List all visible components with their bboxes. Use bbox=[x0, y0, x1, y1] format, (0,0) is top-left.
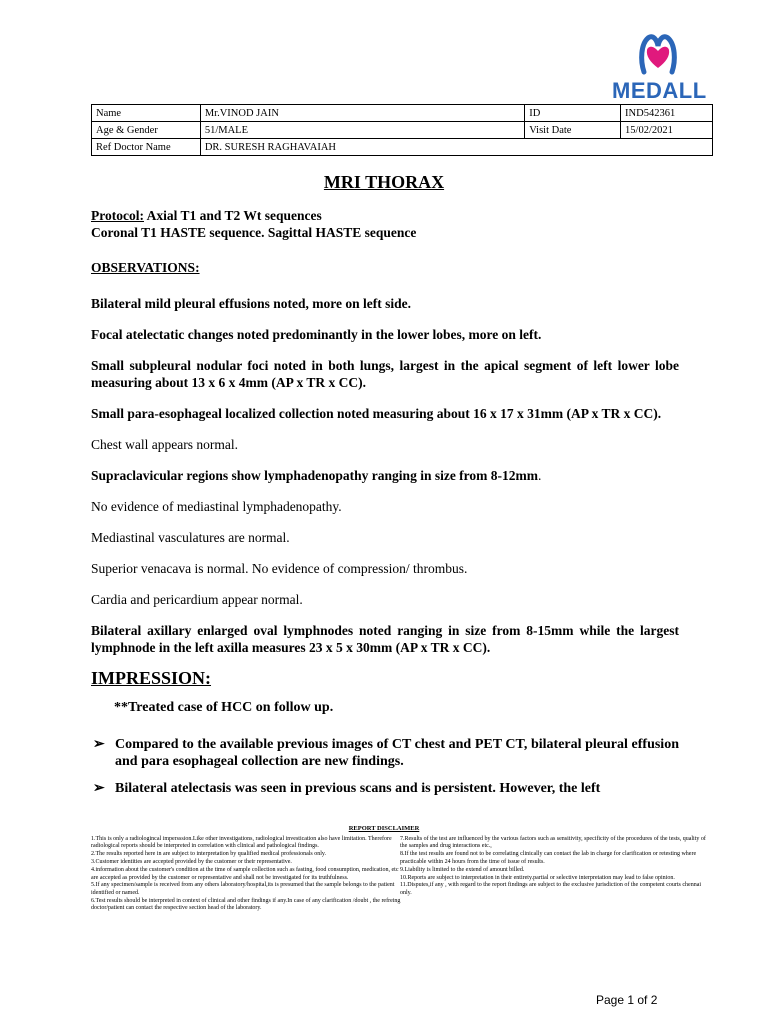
disclaimer-item: 11.Disputes,if any , with regard to the report findings are subject to the exclusive jurisdiction of the competent courts chennai only. bbox=[400, 882, 702, 896]
report-title bbox=[0, 172, 768, 193]
protocol-line2: Coronal T1 HASTE sequence. Sagittal HASTE sequence bbox=[91, 225, 417, 240]
table-row bbox=[92, 139, 713, 156]
disclaimer-item: 5.If any specimen/sample is received from any others laboratory/hospital,its is presumed that the sample belongs to the patient identified or named. bbox=[91, 882, 395, 896]
observation-item: Bilateral axillary enlarged oval lymphnodes noted ranging in size from 8-15mm while the largest lymphnode in the left axilla measures 23 x 5 x 30mm (AP x TR x CC). bbox=[91, 623, 679, 655]
observation-item: Superior venacava is normal. No evidence of compression/ thrombus. bbox=[91, 561, 468, 576]
name-label: Name bbox=[92, 105, 201, 122]
disclaimer-item: 7.Results of the test are influenced by the various factors such as sensitivity, specificity of the procedures of the tests, quality of the samples and drug interactions etc., bbox=[400, 836, 706, 850]
age-gender-label: Age & Gender bbox=[92, 122, 201, 139]
id-label: ID bbox=[525, 105, 621, 122]
observation-item: Small para-esophageal localized collection noted measuring about 16 x 17 x 31mm (AP x TR x CC). bbox=[91, 406, 662, 421]
impression-item bbox=[91, 780, 679, 797]
disclaimer-item: 8.If the test results are found not to be correlating clinically can contact the lab in charge for clarification or retesting where practicable within 24 hours from the time of issue of results. bbox=[400, 851, 697, 865]
arrow-bullet-icon: ➢ bbox=[93, 781, 105, 796]
disclaimer-item: 9.Liability is limited to the extend of amount billed. bbox=[400, 866, 525, 873]
observation-period: . bbox=[538, 468, 542, 483]
impression-heading-text: IMPRESSION: bbox=[91, 668, 212, 688]
impression-list bbox=[91, 736, 679, 797]
medall-logo bbox=[612, 32, 707, 103]
impression-treated: **Treated case of HCC on follow up. bbox=[114, 700, 334, 715]
arrow-bullet-icon: ➢ bbox=[93, 737, 105, 752]
patient-info-table bbox=[91, 104, 713, 156]
impression-text: Bilateral atelectasis was seen in previous scans and is persistent. However, the left bbox=[115, 781, 601, 796]
observation-item: Bilateral mild pleural effusions noted, more on left side. bbox=[91, 296, 411, 311]
observation-item: Chest wall appears normal. bbox=[91, 437, 238, 452]
ref-doctor-label: Ref Doctor Name bbox=[92, 139, 201, 156]
disclaimer-item: 1.This is only a radiologincal impersssion.Like other investigations, radiological investication also have limitation. Therefore radiological reports should be interpreted in correlation with clinical and pathological findings. bbox=[91, 836, 392, 850]
visit-date-label: Visit Date bbox=[525, 122, 621, 139]
disclaimer-left bbox=[91, 836, 401, 913]
patient-age-gender: 51/MALE bbox=[200, 122, 524, 139]
ref-doctor: DR. SURESH RAGHAVAIAH bbox=[200, 139, 712, 156]
disclaimer-title bbox=[0, 825, 768, 832]
impression-text: Compared to the available previous images of CT chest and PET CT, bilateral pleural effusion and para esophageal collection are new findings. bbox=[115, 737, 679, 769]
protocol-line1: Axial T1 and T2 Wt sequences bbox=[143, 208, 322, 223]
protocol bbox=[91, 207, 679, 241]
disclaimer-item: 4.information about the customer's condition at the time of sample collection such as fasting, food consumption, medication, etc are accepted as provided by the customer or representative and shall not be investigated for its truthfulness. bbox=[91, 867, 399, 881]
visit-date: 15/02/2021 bbox=[621, 122, 713, 139]
observation-item: Mediastinal vasculatures are normal. bbox=[91, 530, 290, 545]
table-row bbox=[92, 122, 713, 139]
disclaimer-item: 10.Reports are subject to interpretation in their entirety.partial or selective interpretation may lead to false opinion. bbox=[400, 874, 675, 881]
disclaimer-title-text: REPORT DISCLAIMER bbox=[348, 825, 420, 832]
observation-item: No evidence of mediastinal lymphadenopathy. bbox=[91, 499, 342, 514]
disclaimer-right bbox=[400, 836, 710, 898]
medall-logo-icon bbox=[638, 32, 678, 76]
brand-name: MEDALL bbox=[612, 78, 707, 103]
observation-text: Supraclavicular regions show lymphadenopathy ranging in size from 8-12mm bbox=[91, 468, 539, 483]
protocol-label: Protocol: bbox=[91, 208, 144, 223]
observation-item: Focal atelectatic changes noted predominantly in the lower lobes, more on left. bbox=[91, 327, 542, 342]
observation-item: Cardia and pericardium appear normal. bbox=[91, 592, 303, 607]
impression-item bbox=[91, 736, 679, 770]
report-body bbox=[91, 207, 679, 807]
disclaimer-item: 6.Test results should be interpreted in context of clinical and other findings if any.In case of any clarification /doubt , the refreing doctor/patient can contact the respective section head of the laboratory. bbox=[91, 897, 401, 912]
observation-item bbox=[91, 467, 679, 484]
disclaimer-item: 3.Customer identities are accepted provided by the customer or their representative. bbox=[91, 859, 292, 866]
table-row bbox=[92, 105, 713, 122]
disclaimer-item: 2.The results reported here in are subject to interpretation by qualified medical professionals only. bbox=[91, 851, 327, 858]
patient-name: Mr.VINOD JAIN bbox=[200, 105, 524, 122]
impression-heading bbox=[91, 670, 679, 687]
report-title-text: MRI THORAX bbox=[323, 172, 445, 192]
observation-item: Small subpleural nodular foci noted in both lungs, largest in the apical segment of left lower lobe measuring about 13 x 6 x 4mm (AP x TR x CC). bbox=[91, 358, 679, 390]
observations-heading: OBSERVATIONS: bbox=[91, 260, 200, 275]
patient-id: IND542361 bbox=[621, 105, 713, 122]
page-number: Page 1 of 2 bbox=[596, 993, 658, 1007]
